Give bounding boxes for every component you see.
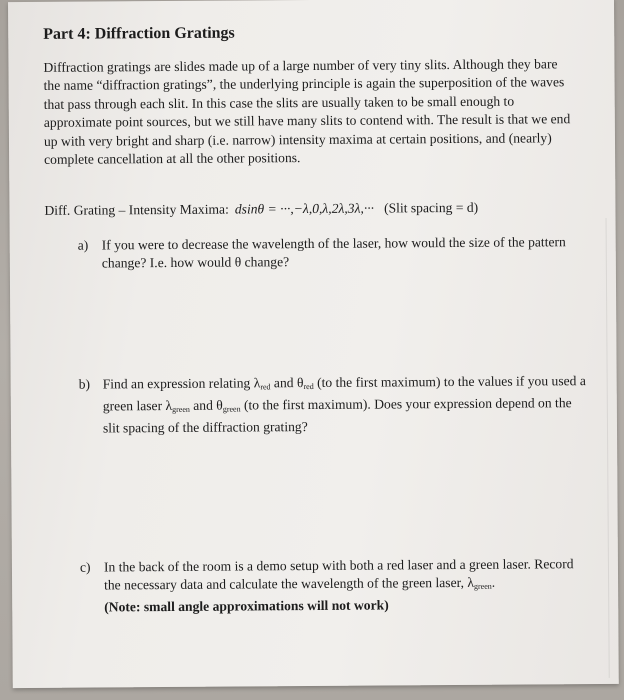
subscript: green	[222, 404, 241, 414]
subscript: green	[172, 404, 190, 414]
formula-expression: dsinθ = ···,−λ,0,λ,2λ,3λ,···	[234, 200, 375, 217]
question-text	[104, 555, 580, 616]
text-run: Find an expression relating λ	[102, 375, 261, 392]
text-run: (to the first maximum). Does your expression depend on the slit spacing of the diffraction grating?	[102, 395, 572, 436]
page-crease	[606, 218, 610, 678]
question-b	[79, 372, 589, 438]
text-run: (to the first maximum) to the values if you used a green laser λ	[102, 373, 586, 414]
formula-label: Diff. Grating – Intensity Maxima:	[44, 201, 229, 218]
formula-line	[44, 199, 584, 219]
text-run: and θ	[189, 397, 223, 413]
section-title: Part 4: Diffraction Gratings	[43, 24, 235, 43]
subscript: red	[303, 381, 314, 392]
intro-paragraph: Diffraction gratings are slides made up of a large number of very tiny slits. Although they bare the name “diffraction gratings”, the underlying principle is again the superposition of the waves that pass through each slit. In this case the slits are usually taken to be small enough to approximate point sources, but we still have many slits to contend with. The result is that we end up with very bright and sharp (i.e. narrow) intensity maxima at certain positions, and (nearly) complete cancellation at all the other positions.	[43, 56, 571, 167]
question-c	[80, 555, 580, 616]
question-letter: c)	[79, 559, 91, 575]
text-run: .	[491, 574, 496, 590]
text-run: and θ	[270, 375, 304, 391]
slit-spacing-note: (Slit spacing = d)	[383, 199, 479, 216]
note-text: (Note: small angle approximations will not work)	[104, 597, 389, 615]
question-letter: b)	[78, 376, 91, 392]
question-a	[78, 233, 578, 272]
subscript: red	[260, 382, 271, 392]
subscript: green	[473, 581, 492, 591]
question-letter: a)	[77, 237, 89, 253]
text-run: In the back of the room is a demo setup with both a red laser and a green laser. Record the necessary data and calculate the wavelength of the green laser, λ	[103, 556, 574, 593]
question-text	[103, 372, 589, 437]
question-text: If you were to decrease the wavelength of the laser, how would the size of the pattern change? I.e. how would θ change?	[101, 234, 566, 271]
worksheet-page	[8, 0, 619, 688]
